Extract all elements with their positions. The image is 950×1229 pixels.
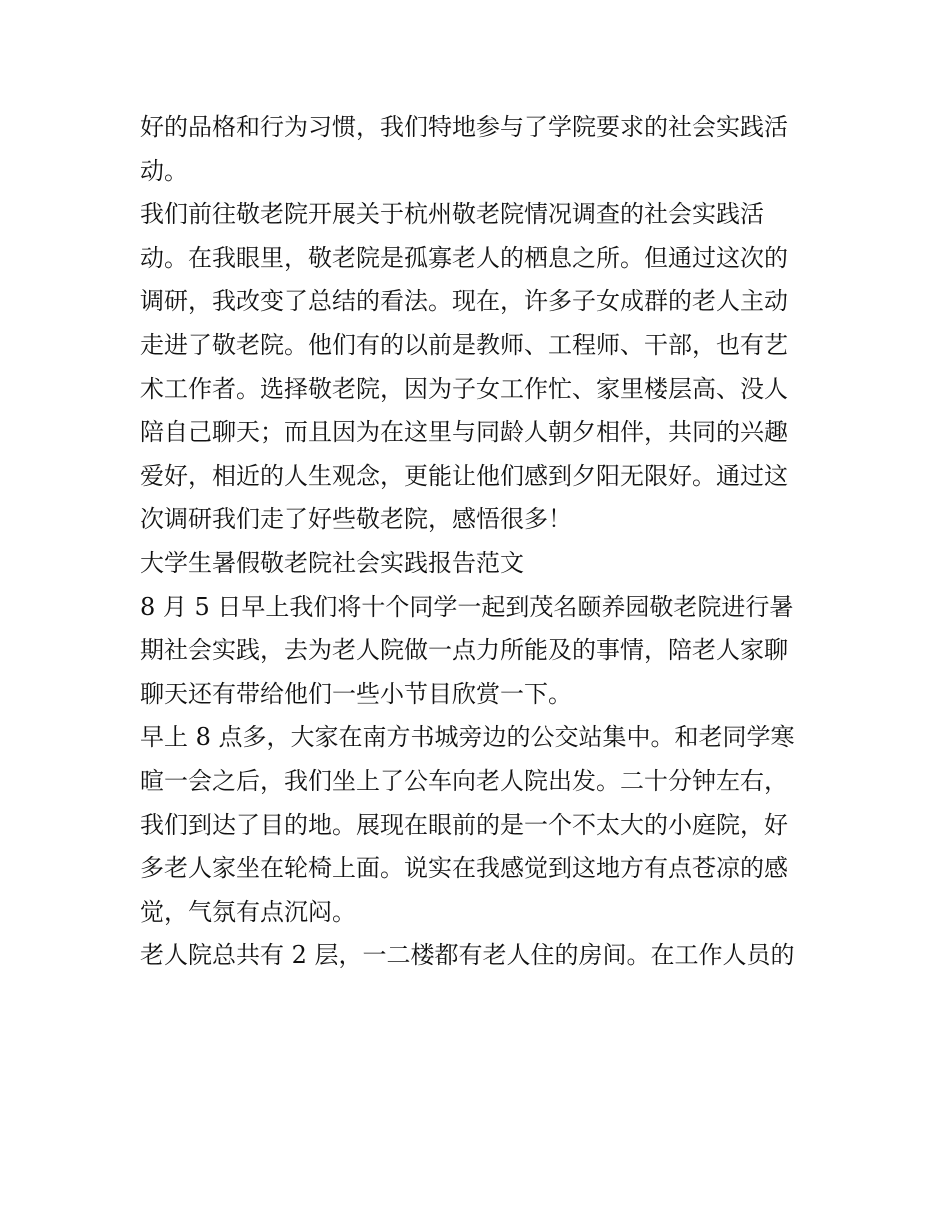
text-line: 次调研我们走了好些敬老院，感悟很多！ [140,505,572,534]
body-text [140,106,820,978]
text-line: 陪自己聊天；而且因为在这里与同龄人朝夕相伴，共同的兴趣 [140,418,788,447]
text-line: 老人院总共有 2 层，一二楼都有老人住的房间。在工作人员的 [140,941,795,970]
text-line: 多老人家坐在轮椅上面。说实在我感觉到这地方有点苍凉的感 [140,854,788,883]
text-line: 早上 8 点多，大家在南方书城旁边的公交站集中。和老同学寒 [140,723,795,752]
text-line: 好的品格和行为习惯，我们特地参与了学院要求的社会实践活 [140,113,788,141]
text-line: 调研，我改变了总结的看法。现在，许多子女成群的老人主动 [140,287,788,316]
text-line: 8 月 5 日早上我们将十个同学一起到茂名颐养园敬老院进行暑 [140,592,794,621]
text-line: 聊天还有带给他们一些小节目欣赏一下。 [140,679,572,708]
text-line: 觉，气氛有点沉闷。 [140,897,356,926]
text-line: 暄一会之后，我们坐上了公车向老人院出发。二十分钟左右， [140,766,788,795]
text-line: 动。 [140,156,188,185]
text-line: 走进了敬老院。他们有的以前是教师、工程师、干部，也有艺 [140,330,788,359]
text-line: 术工作者。选择敬老院，因为子女工作忙、家里楼层高、没人 [140,374,788,403]
text-line: 我们前往敬老院开展关于杭州敬老院情况调查的社会实践活 [140,200,764,229]
text-line: 动。在我眼里，敬老院是孤寡老人的栖息之所。但通过这次的 [140,243,788,272]
text-line: 我们到达了目的地。展现在眼前的是一个不太大的小庭院，好 [140,810,788,839]
text-line: 爱好，相近的人生观念，更能让他们感到夕阳无限好。通过这 [140,461,788,490]
text-line: 期社会实践，去为老人院做一点力所能及的事情，陪老人家聊 [140,636,788,665]
section-heading: 大学生暑假敬老院社会实践报告范文 [140,548,524,577]
